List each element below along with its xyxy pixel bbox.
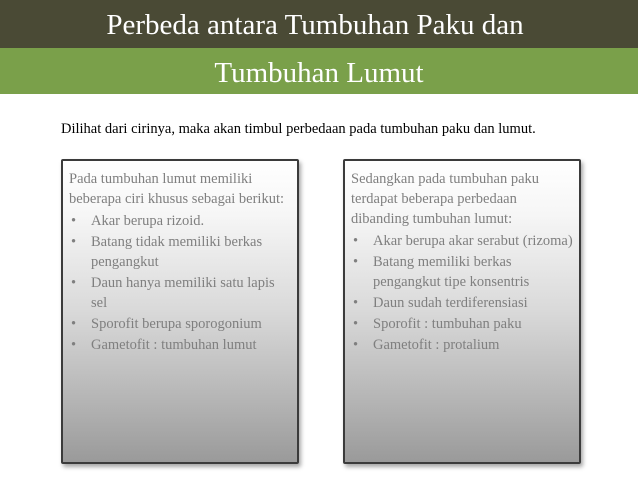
list-item (351, 335, 573, 355)
bullet-icon: • (353, 337, 359, 353)
list-item-text: Gametofit : protalium (373, 337, 500, 353)
list-item (351, 293, 573, 313)
list-item-text: Sporofit berupa sporogonium (91, 316, 262, 332)
bullet-icon: • (353, 316, 359, 332)
list-item-text: Daun sudah terdiferensiasi (373, 295, 528, 311)
list-item (69, 211, 291, 231)
list-item-text: Gametofit : tumbuhan lumut (91, 337, 257, 353)
list-item (351, 252, 573, 292)
bullet-icon: • (71, 316, 77, 332)
paku-trait-list (351, 231, 573, 355)
list-item (69, 232, 291, 272)
intro-text: Dilihat dari cirinya, maka akan timbul perbedaan pada tumbuhan paku dan lumut. (61, 121, 536, 137)
list-item (351, 314, 573, 334)
list-item-text: Sporofit : tumbuhan paku (373, 316, 522, 332)
bullet-icon: • (71, 234, 77, 250)
paku-panel (343, 159, 581, 464)
slide-title-line1: Perbeda antara Tumbuhan Paku dan (106, 9, 524, 41)
bullet-icon: • (71, 213, 77, 229)
list-item-text: Akar berupa akar serabut (rizoma) (373, 233, 573, 249)
bullet-icon: • (71, 275, 77, 291)
list-item-text: Batang tidak memiliki berkas pengangkut (91, 234, 263, 270)
list-item (69, 335, 291, 355)
list-item (69, 273, 291, 313)
list-item-text: Daun hanya memiliki satu lapis sel (91, 275, 275, 311)
list-item (351, 231, 573, 251)
slide-title-line2: Tumbuhan Lumut (214, 57, 424, 89)
list-item (69, 314, 291, 334)
list-item-text: Batang memiliki berkas pengangkut tipe konsentris (373, 254, 530, 290)
lumut-panel (61, 159, 299, 464)
bullet-icon: • (353, 254, 359, 270)
lumut-panel-lead: Pada tumbuhan lumut memiliki beberapa ciri khusus sebagai berikut: (69, 171, 285, 207)
bullet-icon: • (353, 233, 359, 249)
list-item-text: Akar berupa rizoid. (91, 213, 205, 229)
lumut-trait-list (69, 211, 291, 355)
bullet-icon: • (353, 295, 359, 311)
paku-panel-lead: Sedangkan pada tumbuhan paku terdapat beberapa perbedaan dibanding tumbuhan lumut: (351, 171, 540, 227)
bullet-icon: • (71, 337, 77, 353)
